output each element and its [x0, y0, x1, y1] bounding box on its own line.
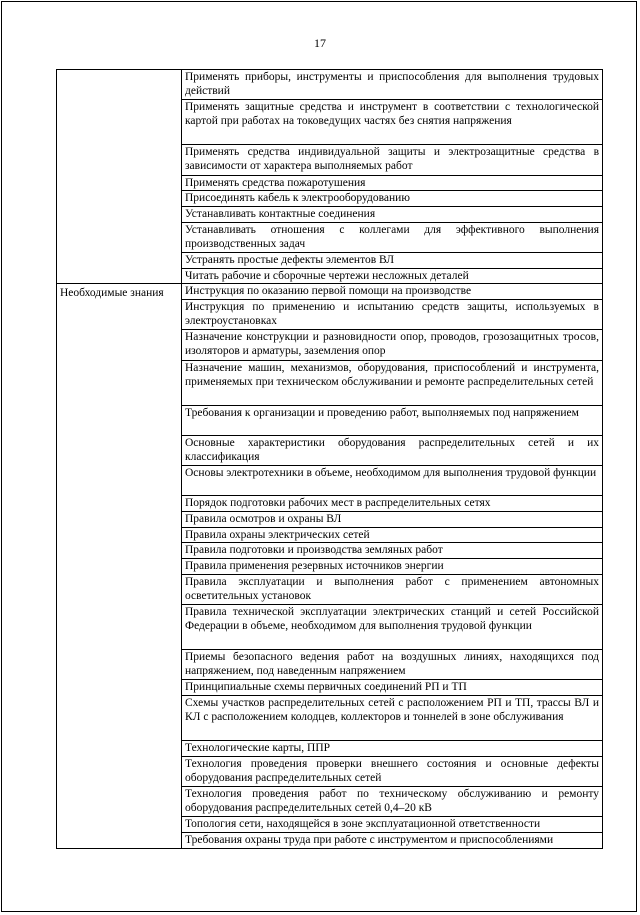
knowledge-item: Технологические карты, ППР — [182, 741, 603, 757]
knowledge-item: Требования охраны труда при работе с инструментом и приспособлениями — [182, 832, 603, 848]
skill-item: Применять приборы, инструменты и приспособления для выполнения трудовых действий — [182, 70, 603, 100]
knowledge-item: Правила применения резервных источников энергии — [182, 559, 603, 575]
knowledge-item: Требования к организации и проведению работ, выполняемых под напряжением — [182, 405, 603, 435]
knowledge-item: Основы электротехники в объеме, необходимом для выполнения трудовой функции — [182, 466, 603, 496]
knowledge-item: Инструкция по оказанию первой помощи на производстве — [182, 284, 603, 300]
knowledge-label-cell: Необходимые знания — [57, 284, 182, 849]
knowledge-item: Технология проведения проверки внешнего состояния и основные дефекты оборудования распределительных сетей — [182, 756, 603, 786]
knowledge-item: Инструкция по применению и испытанию средств защиты, используемых в электроустановках — [182, 299, 603, 329]
table-row — [57, 284, 603, 300]
knowledge-item: Принципиальные схемы первичных соединений РП и ТП — [182, 680, 603, 696]
skill-item: Присоединять кабель к электрооборудованию — [182, 191, 603, 207]
table-row — [57, 70, 603, 100]
skills-label-cell — [57, 70, 182, 284]
skill-item: Применять средства пожаротушения — [182, 175, 603, 191]
knowledge-item: Правила охраны электрических сетей — [182, 527, 603, 543]
skill-item: Применять средства индивидуальной защиты и электрозащитные средства в зависимости от характера выполняемых работ — [182, 145, 603, 175]
skill-item: Устранять простые дефекты элементов ВЛ — [182, 252, 603, 268]
skill-item: Читать рабочие и сборочные чертежи несложных деталей — [182, 268, 603, 284]
page-number: 17 — [314, 36, 326, 50]
knowledge-item: Правила технической эксплуатации электрических станций и сетей Российской Федерации в объеме, необходимом для выполнения трудовой функции — [182, 605, 603, 650]
knowledge-item: Технология проведения работ по техническому обслуживанию и ремонту оборудования распределительных сетей 0,4–20 кВ — [182, 786, 603, 816]
knowledge-item: Правила эксплуатации и выполнения работ с применением автономных осветительных установок — [182, 574, 603, 604]
knowledge-item: Приемы безопасного ведения работ на воздушных линиях, находящихся под напряжением, под наведенным напряжением — [182, 650, 603, 680]
knowledge-item: Топология сети, находящейся в зоне эксплуатационной ответственности — [182, 817, 603, 833]
skill-item: Устанавливать отношения с коллегами для эффективного выполнения производственных задач — [182, 222, 603, 252]
knowledge-item: Назначение машин, механизмов, оборудования, приспособлений и инструмента, применяемых при техническом обслуживании и ремонте распределительных сетей — [182, 360, 603, 405]
skill-item: Устанавливать контактные соединения — [182, 206, 603, 222]
knowledge-item: Назначение конструкции и разновидности опор, проводов, грозозащитных тросов, изоляторов и арматуры, заземления опор — [182, 330, 603, 360]
knowledge-item: Правила подготовки и производства земляных работ — [182, 543, 603, 559]
knowledge-item: Правила осмотров и охраны ВЛ — [182, 512, 603, 528]
knowledge-item: Схемы участков распределительных сетей с расположением РП и ТП, трассы ВЛ и КЛ с расположением колодцев, коллекторов и тоннелей в зоне обслуживания — [182, 696, 603, 741]
knowledge-item: Основные характеристики оборудования распределительных сетей и их классификация — [182, 435, 603, 465]
skill-item: Применять защитные средства и инструмент в соответствии с технологической картой при работах на токоведущих частях без снятия напряжения — [182, 100, 603, 145]
competency-table — [56, 69, 603, 849]
knowledge-item: Порядок подготовки рабочих мест в распределительных сетях — [182, 496, 603, 512]
